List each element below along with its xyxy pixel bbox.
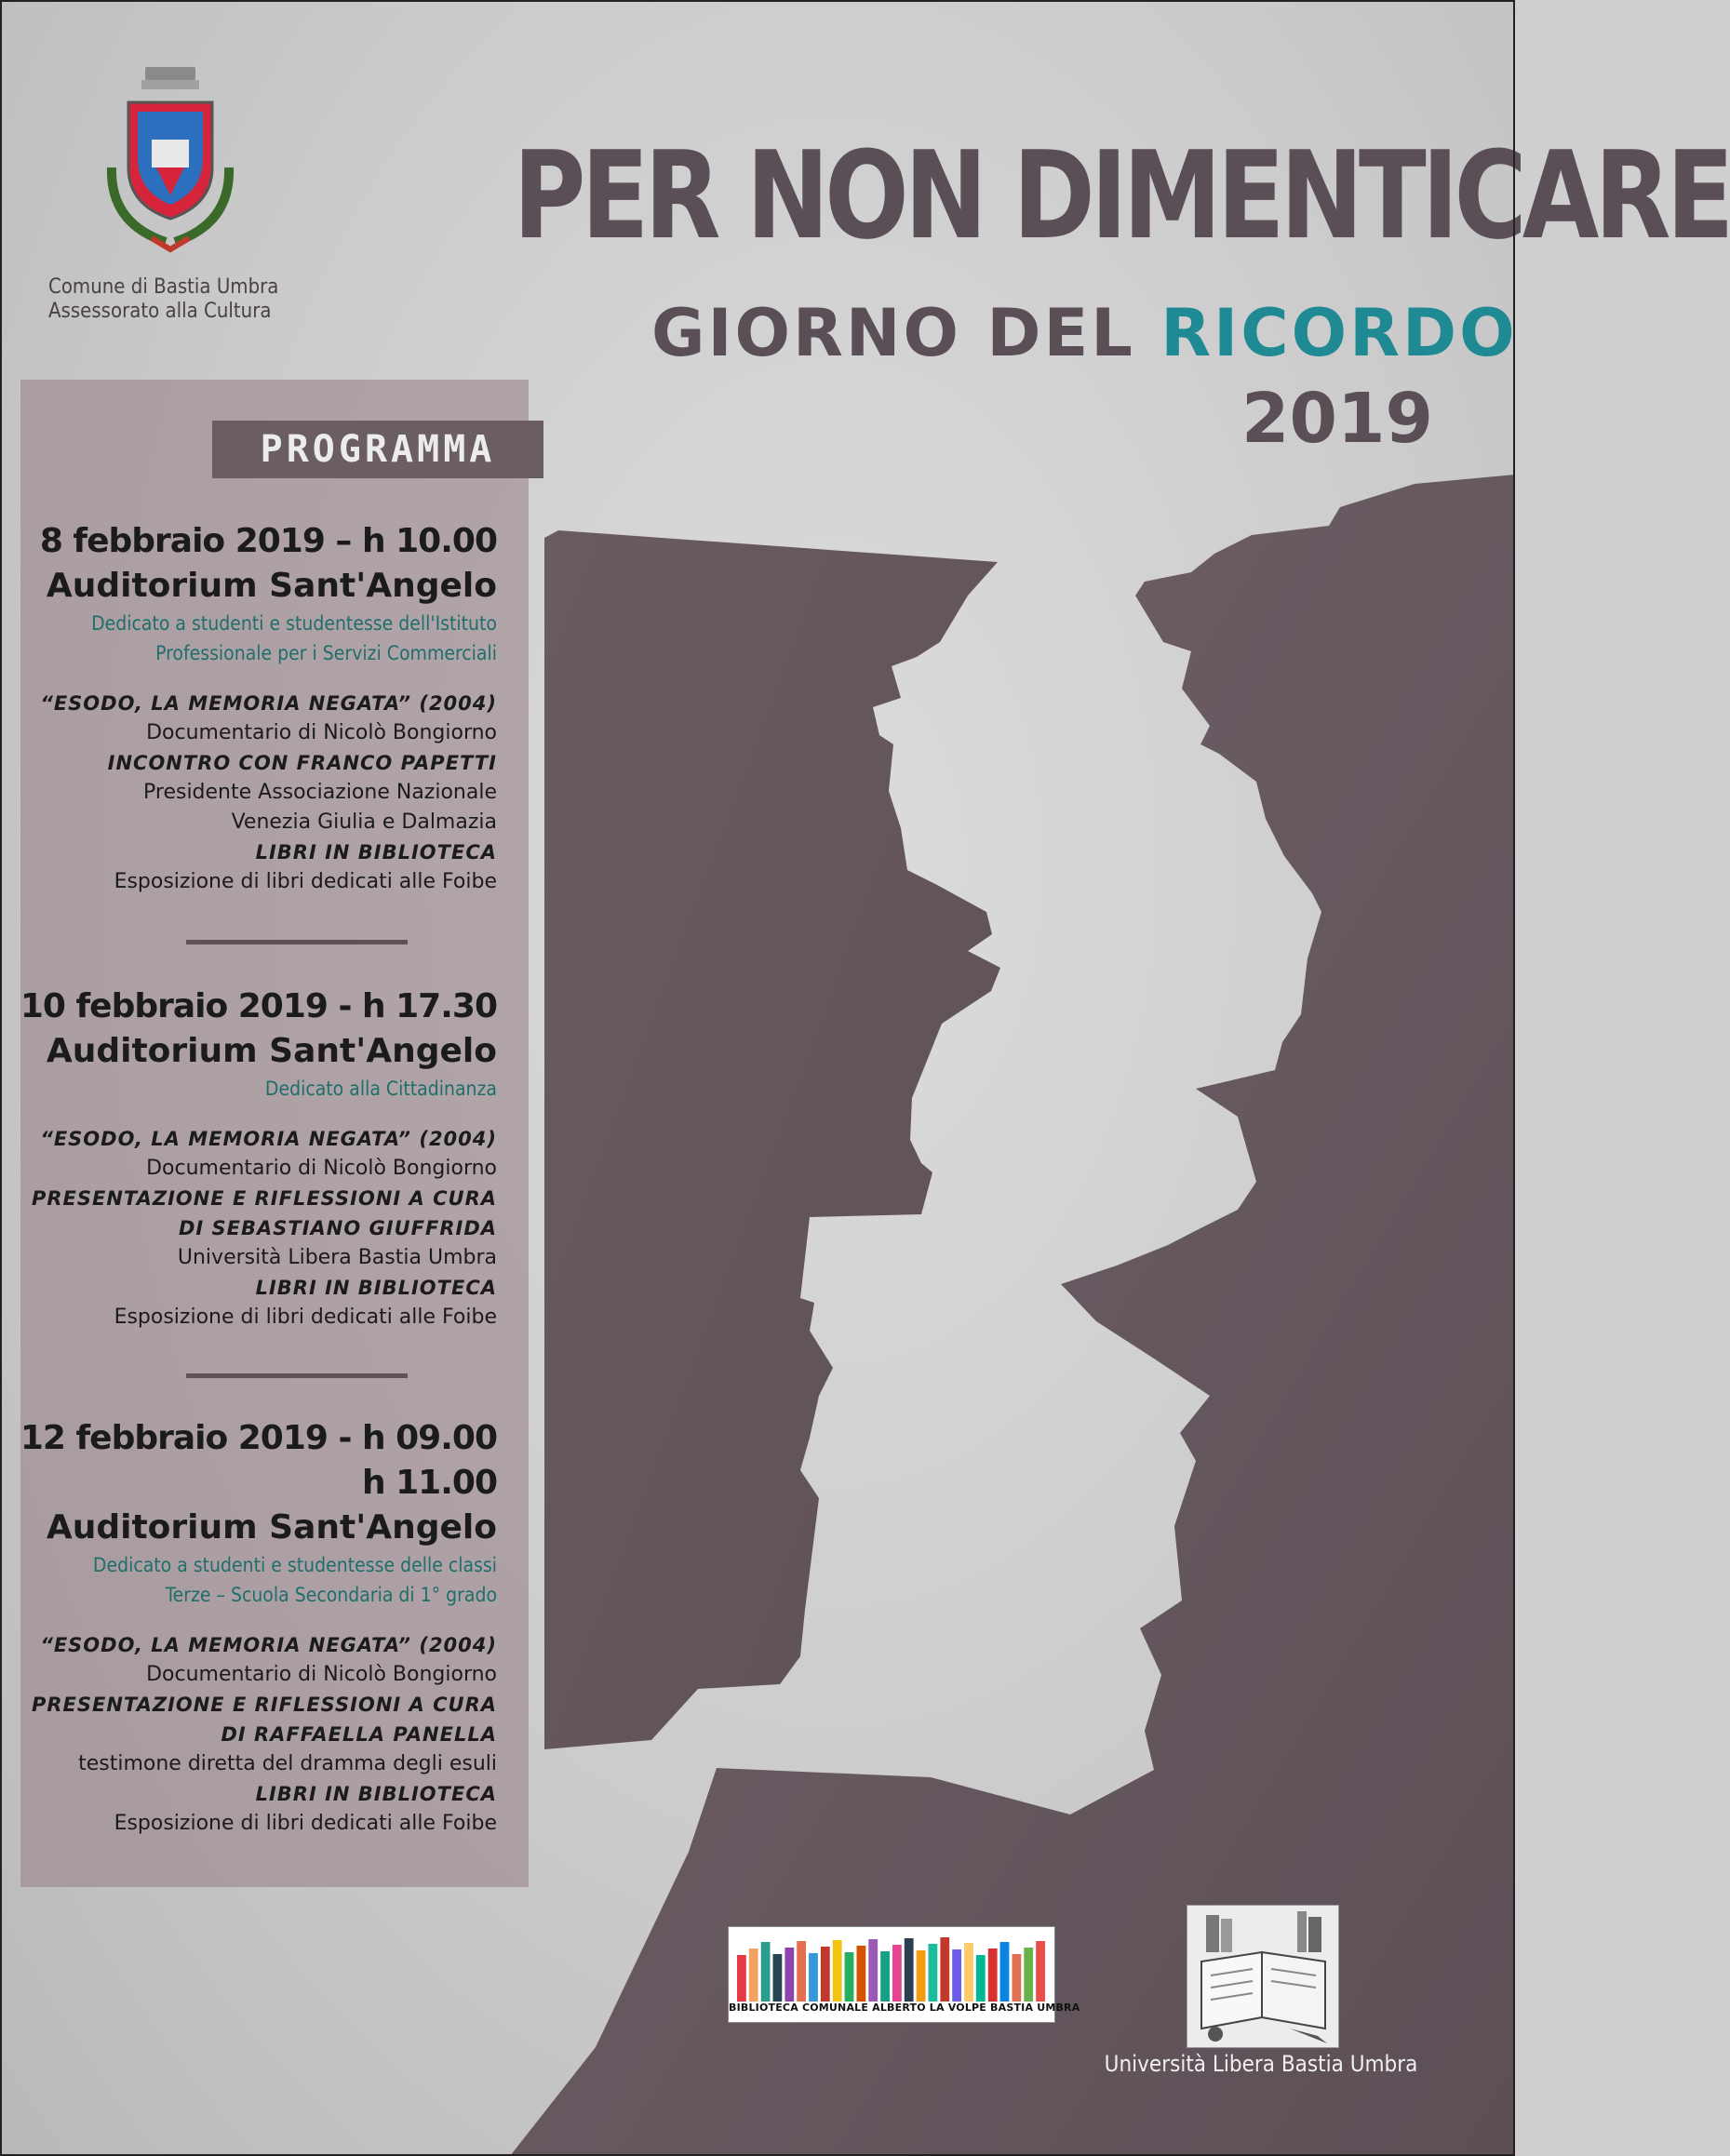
event-date: 10 febbraio 2019 - h 17.30 bbox=[20, 987, 497, 1025]
university-book-logo bbox=[1187, 1905, 1339, 2048]
event-doc: Documentario di Nicolò Bongiorno bbox=[146, 1663, 497, 1686]
library-bar bbox=[880, 1951, 890, 2002]
library-bar bbox=[737, 1955, 746, 2002]
event-date: 12 febbraio 2019 - h 09.00 bbox=[20, 1419, 497, 1457]
event-doc: Documentario di Nicolò Bongiorno bbox=[146, 721, 497, 744]
library-bar bbox=[952, 1949, 961, 2002]
event-dedication: Terze – Scuola Secondaria di 1° grado bbox=[165, 1584, 497, 1606]
subtitle-accent: RICORDO bbox=[1160, 295, 1518, 371]
library-logo-text: BIBLIOTECA COMUNALE ALBERTO LA VOLPE BASTIA UMBRA bbox=[729, 2002, 1080, 2014]
library-bar bbox=[809, 1953, 818, 2002]
library-bar bbox=[761, 1942, 771, 2002]
library-bar bbox=[1013, 1954, 1022, 2002]
comune-crest-logo bbox=[101, 65, 240, 261]
library-bar bbox=[773, 1954, 783, 2002]
event-dedication: Dedicato alla Cittadinanza bbox=[264, 1078, 497, 1100]
library-logo bbox=[728, 1926, 1080, 2023]
event-film: “ESODO, LA MEMORIA NEGATA” (2004) bbox=[40, 692, 497, 715]
event-place: Auditorium Sant'Angelo bbox=[46, 567, 497, 605]
event-year: 2019 bbox=[1241, 379, 1433, 459]
library-bar bbox=[940, 1937, 949, 2002]
event-dedication: Dedicato a studenti e studentesse dell'Istituto bbox=[91, 612, 497, 635]
event-talk-desc: Venezia Giulia e Dalmazia bbox=[231, 810, 497, 834]
event-books-desc: Esposizione di libri dedicati alle Foibe bbox=[114, 1812, 497, 1835]
event-books: LIBRI IN BIBLIOTECA bbox=[255, 1277, 497, 1299]
library-bar bbox=[917, 1950, 926, 2002]
library-bar bbox=[833, 1940, 842, 2002]
event-block-2 bbox=[20, 984, 497, 1332]
event-books-desc: Esposizione di libri dedicati alle Foibe bbox=[114, 870, 497, 893]
main-title: PER NON DIMENTICARE bbox=[513, 125, 1730, 266]
event-talk: PRESENTAZIONE E RIFLESSIONI A CURA bbox=[31, 1694, 497, 1716]
library-bar bbox=[976, 1955, 986, 2002]
event-film: “ESODO, LA MEMORIA NEGATA” (2004) bbox=[40, 1128, 497, 1150]
library-bar bbox=[1024, 1948, 1033, 2002]
divider bbox=[186, 940, 408, 944]
left-cliff bbox=[544, 530, 1000, 1749]
event-talk: DI RAFFAELLA PANELLA bbox=[221, 1723, 497, 1746]
library-bar bbox=[892, 1945, 902, 2002]
event-date: 8 febbraio 2019 – h 10.00 bbox=[39, 522, 497, 560]
event-place: Auditorium Sant'Angelo bbox=[46, 1032, 497, 1070]
library-bar bbox=[1000, 1942, 1010, 2002]
comune-department: Assessorato alla Cultura bbox=[48, 300, 272, 323]
comune-caption bbox=[48, 275, 309, 324]
event-talk-desc: Presidente Associazione Nazionale bbox=[143, 781, 497, 804]
library-bar bbox=[929, 1944, 938, 2002]
event-books: LIBRI IN BIBLIOTECA bbox=[255, 1783, 497, 1805]
library-bar bbox=[785, 1948, 794, 2002]
event-place: Auditorium Sant'Angelo bbox=[46, 1508, 497, 1547]
library-bar bbox=[857, 1946, 866, 2002]
library-bar bbox=[797, 1941, 806, 2002]
library-bars-icon bbox=[736, 1936, 1047, 2002]
event-talk-desc: Università Libera Bastia Umbra bbox=[177, 1246, 497, 1269]
event-books: LIBRI IN BIBLIOTECA bbox=[255, 841, 497, 864]
library-bar bbox=[905, 1938, 914, 2002]
library-bar bbox=[868, 1939, 878, 2002]
event-talk: PRESENTAZIONE E RIFLESSIONI A CURA bbox=[31, 1187, 497, 1210]
library-bar bbox=[821, 1947, 830, 2002]
event-talk-desc: testimone diretta del dramma degli esuli bbox=[78, 1752, 497, 1775]
divider bbox=[186, 1373, 408, 1378]
event-date-second: h 11.00 bbox=[361, 1464, 497, 1502]
library-bar bbox=[964, 1943, 973, 2002]
event-film: “ESODO, LA MEMORIA NEGATA” (2004) bbox=[40, 1634, 497, 1656]
event-doc: Documentario di Nicolò Bongiorno bbox=[146, 1157, 497, 1180]
program-label: PROGRAMMA bbox=[212, 421, 543, 478]
library-bar bbox=[845, 1952, 854, 2002]
subtitle bbox=[651, 295, 1518, 371]
library-bar bbox=[749, 1948, 758, 2002]
library-bar bbox=[988, 1948, 998, 2002]
event-block-1 bbox=[40, 519, 497, 897]
event-books-desc: Esposizione di libri dedicati alle Foibe bbox=[114, 1306, 497, 1329]
event-dedication: Dedicato a studenti e studentesse delle classi bbox=[92, 1554, 497, 1576]
event-talk: INCONTRO CON FRANCO PAPETTI bbox=[107, 752, 497, 774]
subtitle-text: GIORNO DEL bbox=[651, 295, 1135, 371]
library-bar bbox=[1036, 1941, 1045, 2002]
comune-name: Comune di Bastia Umbra bbox=[48, 275, 279, 299]
event-talk: DI SEBASTIANO GIUFFRIDA bbox=[179, 1217, 497, 1239]
event-dedication: Professionale per i Servizi Commerciali bbox=[155, 642, 497, 664]
event-block-3 bbox=[20, 1416, 497, 1839]
university-caption: Università Libera Bastia Umbra bbox=[1104, 2051, 1418, 2077]
